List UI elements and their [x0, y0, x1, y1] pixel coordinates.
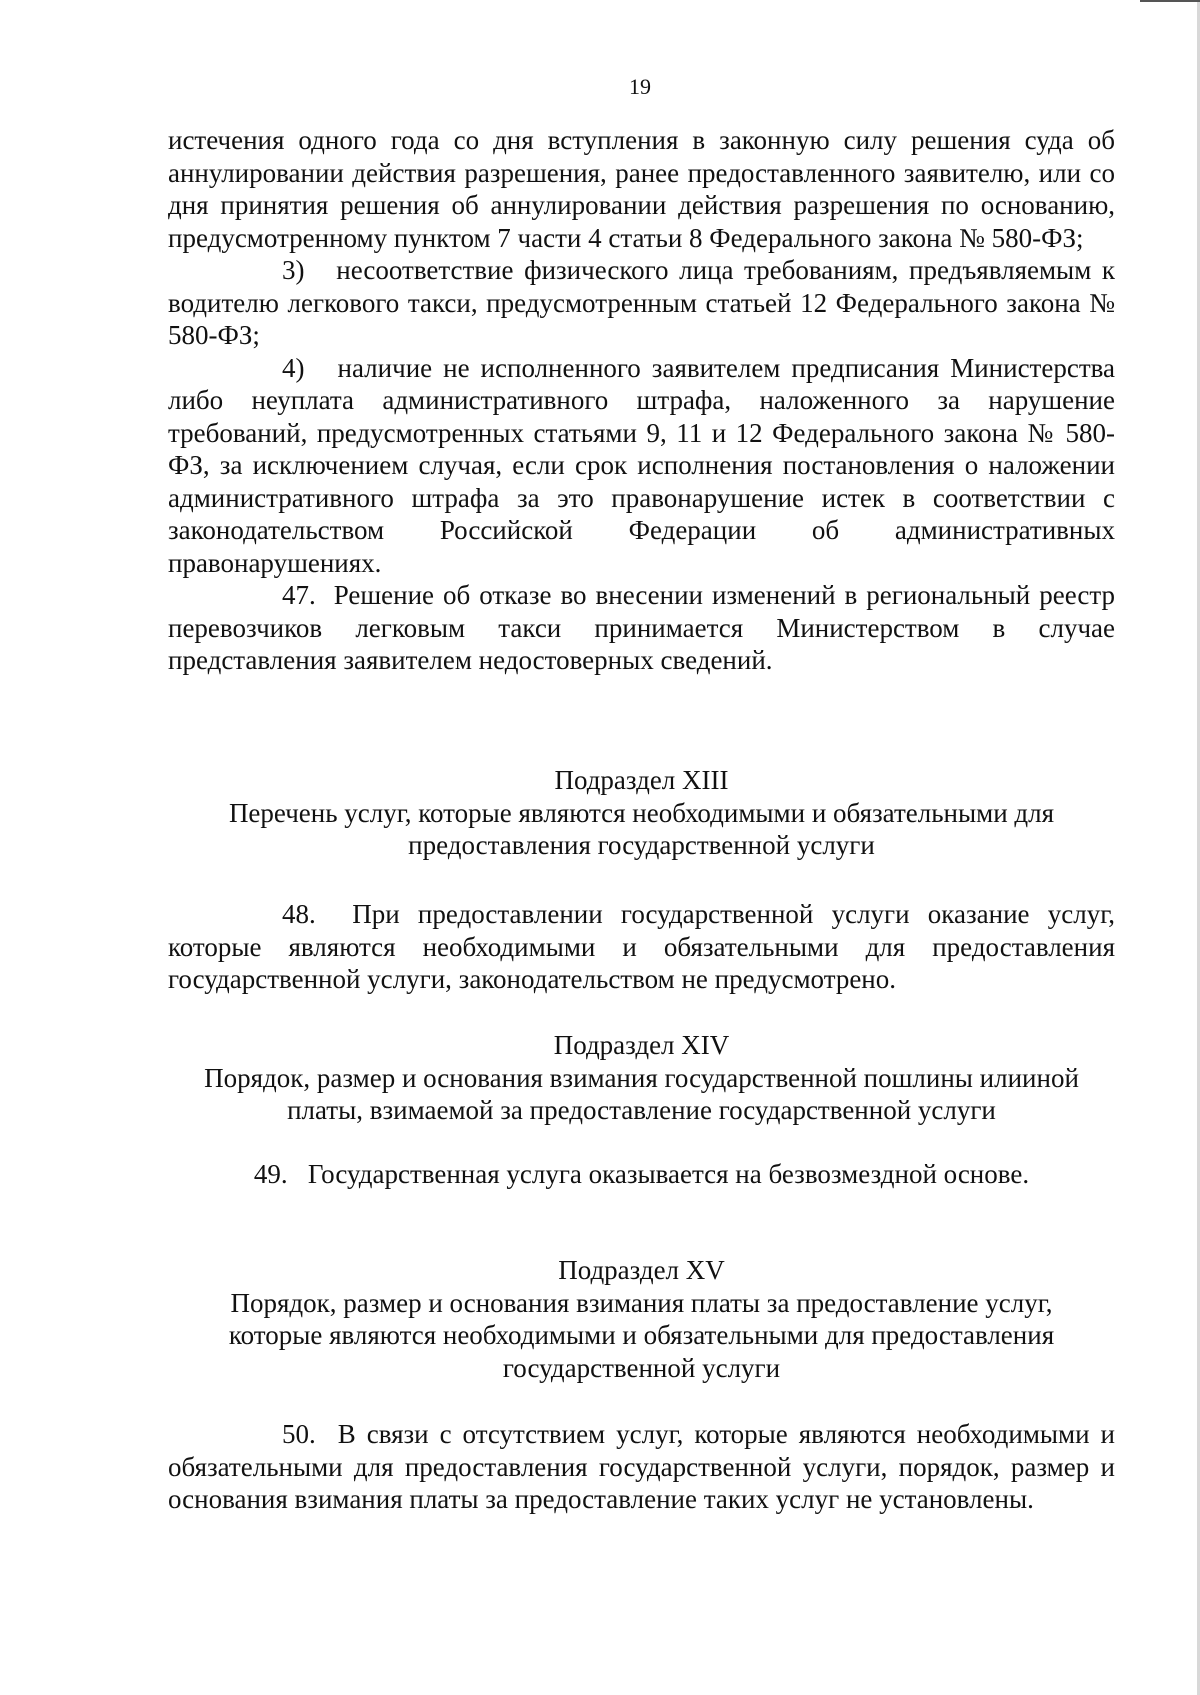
section-subtitle: Перечень услуг, которые являются необходимыми и обязательными для — [228, 797, 1055, 828]
item-text: наличие не исполненного заявителем предписания Министерства либо неуплата административного штрафа, наложенного за нарушение требований, предусмотренных статьями 9, 11 и 12 Федерального закона № 580-ФЗ, за исключением случая, если срок исполнения постановления о наложении административного штрафа за это правонарушение истек в соответствии с законодательством Российской Федерации об административных правонарушениях. — [168, 352, 1115, 578]
section-15-heading — [168, 1254, 1115, 1384]
item-text: Решение об отказе во внесении изменений в региональный реестр перевозчиков легковым такси принимается Министерством в случае представления заявителем недостоверных сведений. — [168, 580, 1115, 675]
item-number: 48. — [282, 899, 316, 929]
main-text-block — [168, 124, 1115, 677]
paragraph-50 — [168, 1418, 1115, 1516]
section-subtitle: которые являются необходимыми и обязательными для предоставления — [228, 1320, 1055, 1350]
scan-top-line — [1140, 0, 1200, 2]
item-number: 3) — [282, 255, 305, 285]
section-subtitle: Порядок, размер и основания взимания платы за предоставление услуг, — [230, 1287, 1053, 1318]
item-number: 47. — [282, 580, 316, 610]
list-item-4 — [168, 352, 1115, 580]
section-title: Подраздел XIV — [553, 1030, 730, 1060]
paragraph-48 — [168, 898, 1115, 996]
item-number: 4) — [282, 352, 305, 383]
paragraph-continuation: истечения одного года со дня вступления в законную силу решения суда об аннулировании действия разрешения, ранее предоставленного заявителю, или со дня принятия решения об аннулировании действия разрешения по основанию, предусмотренному пунктом 7 части 4 статьи 8 Федерального закона № 580-ФЗ; — [168, 125, 1115, 253]
paragraph-48-block — [168, 898, 1115, 996]
item-number: 50. — [282, 1419, 316, 1449]
section-subtitle: Порядок, размер и основания взимания государственной пошлины илииной — [204, 1062, 1079, 1093]
item-text: В связи с отсутствием услуг, которые являются необходимыми и обязательными для предоставления государственной услуги, порядок, размер и основания взимания платы за предоставление таких услуг не установлены. — [168, 1419, 1116, 1514]
section-title: Подраздел XIII — [554, 765, 729, 795]
item-text: несоответствие физического лица требованиям, предъявляемым к водителю легкового такси, предусмотренным статьей 12 Федерального закона № 580-ФЗ; — [168, 255, 1115, 350]
paragraph-49 — [168, 1158, 1115, 1191]
paragraph-47 — [168, 579, 1115, 677]
paragraph-49-block — [168, 1158, 1115, 1191]
item-text: При предоставлении государственной услуги оказание услуг, которые являются необходимыми и обязательными для предоставления государственной услуги, законодательством не предусмотрено. — [168, 899, 1115, 994]
section-13-heading — [168, 764, 1115, 862]
item-text: Государственная услуга оказывается на безвозмездной основе. — [307, 1159, 1030, 1189]
section-subtitle: предоставления государственной услуги — [408, 830, 875, 860]
section-title: Подраздел XV — [558, 1255, 725, 1285]
section-subtitle: государственной услуги — [502, 1352, 781, 1383]
section-subtitle: платы, взимаемой за предоставление государственной услуги — [287, 1095, 996, 1125]
section-14-heading — [168, 1029, 1115, 1127]
paragraph-50-block — [168, 1418, 1115, 1516]
list-item-3 — [168, 254, 1115, 352]
item-number: 49. — [253, 1159, 288, 1189]
page-number: 19 — [629, 74, 651, 99]
